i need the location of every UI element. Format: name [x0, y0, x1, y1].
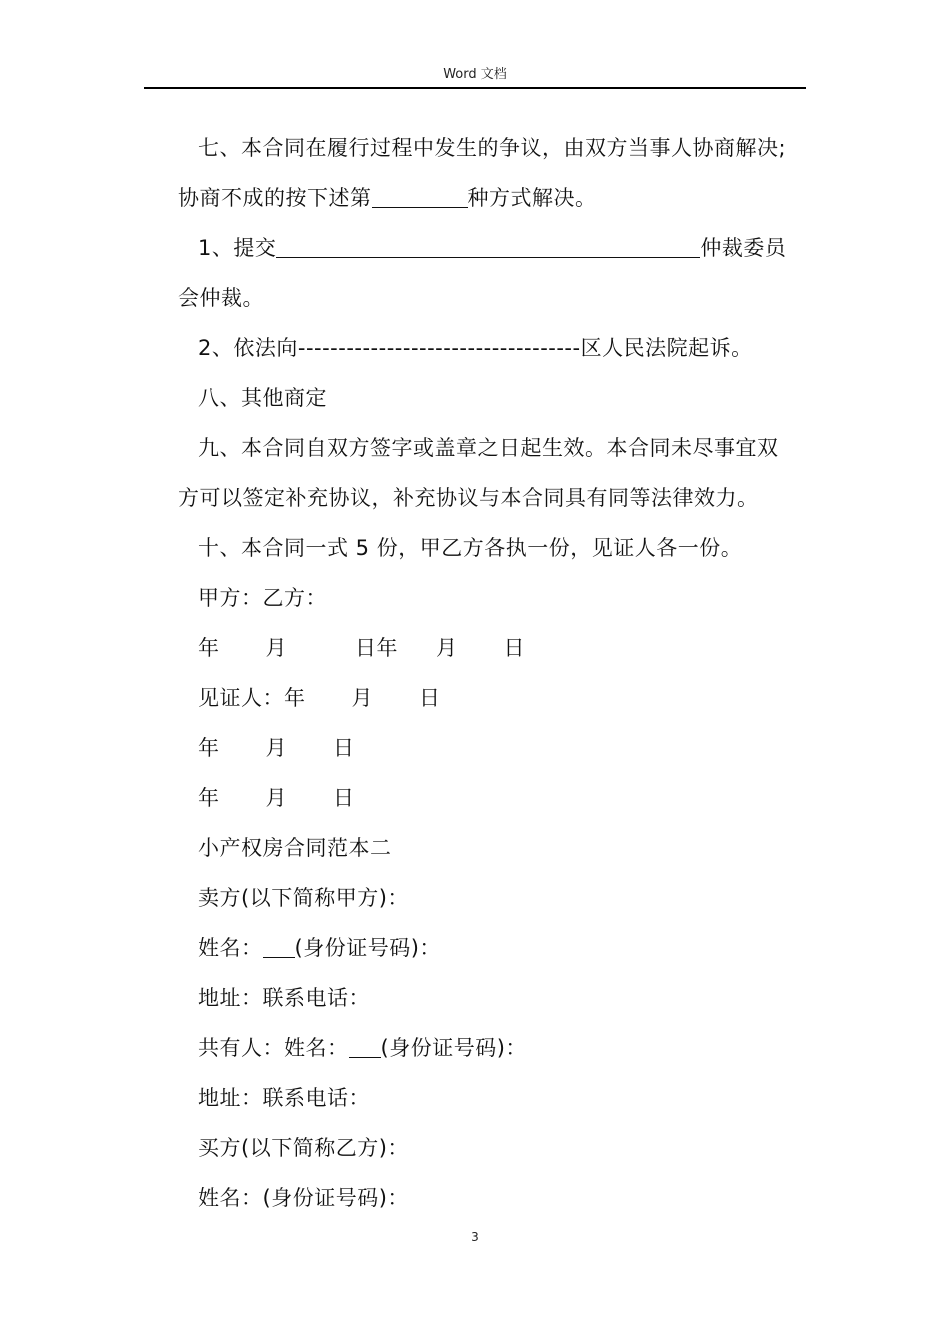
date-line-3: [198, 783, 355, 813]
page-number: 3: [471, 1230, 479, 1244]
date-line-2: [198, 733, 355, 763]
option-1-line-2: 会仲裁。: [178, 286, 264, 310]
text-fragment: 年: [198, 636, 220, 660]
clause-8-line: 八、其他商定: [198, 386, 327, 410]
text-fragment: 见证人：年: [198, 686, 306, 710]
blank-line: [349, 1035, 381, 1058]
parties-line: 甲方：乙方：: [198, 586, 327, 610]
option-1-line-1: [198, 233, 786, 263]
text-fragment: 种方式解决。: [467, 186, 597, 210]
clause-9-line-1: 九、本合同自双方签字或盖章之日起生效。本合同未尽事宜双: [198, 436, 779, 460]
text-fragment: (身份证号码)：: [294, 936, 441, 960]
text-fragment: 日年: [355, 636, 398, 660]
co-owner-address-line: 地址：联系电话：: [198, 1086, 370, 1110]
header-divider: [144, 87, 806, 89]
text-fragment: 共有人：姓名：: [198, 1036, 349, 1060]
text-fragment: 1、提交: [198, 236, 277, 260]
text-fragment: 月: [436, 636, 458, 660]
seller-name-line: [198, 933, 441, 963]
text-fragment: (身份证号码)：: [380, 1036, 527, 1060]
text-fragment: 月: [265, 736, 287, 760]
text-fragment: 月: [265, 786, 287, 810]
blank-line: [372, 185, 468, 208]
clause-9-line-2: 方可以签定补充协议，补充协议与本合同具有同等法律效力。: [178, 486, 759, 510]
buyer-name-line: 姓名：(身份证号码)：: [198, 1186, 409, 1210]
buyer-heading: 买方(以下简称乙方)：: [198, 1136, 409, 1160]
text-fragment: 日: [333, 786, 355, 810]
text-fragment: 日: [419, 686, 441, 710]
co-owner-name-line: [198, 1033, 527, 1063]
seller-address-line: 地址：联系电话：: [198, 986, 370, 1010]
section-title: 小产权房合同范本二: [198, 836, 392, 860]
text-fragment: 日: [333, 736, 355, 760]
text-fragment: 协商不成的按下述第: [178, 186, 372, 210]
text-fragment: 月: [265, 636, 287, 660]
seller-heading: 卖方(以下简称甲方)：: [198, 886, 409, 910]
clause-7-line-2: [178, 183, 597, 213]
clause-7-line-1: 七、本合同在履行过程中发生的争议，由双方当事人协商解决;: [198, 136, 787, 160]
text-fragment: 姓名：: [198, 936, 263, 960]
text-fragment: 日: [503, 636, 525, 660]
date-line-1: [198, 633, 525, 663]
text-fragment: 月: [351, 686, 373, 710]
text-fragment: 年: [198, 736, 220, 760]
blank-line: [276, 235, 700, 258]
clause-10-line: 十、本合同一式 5 份，甲乙方各执一份，见证人各一份。: [198, 536, 743, 560]
option-2-line: 2、依法向-----------------------------------区人民法院起诉。: [198, 336, 753, 360]
witness-date-line: [198, 683, 441, 713]
text-fragment: 仲裁委员: [700, 236, 787, 260]
page-header: Word 文档: [443, 67, 507, 82]
text-fragment: 年: [198, 786, 220, 810]
blank-line: [263, 935, 295, 958]
